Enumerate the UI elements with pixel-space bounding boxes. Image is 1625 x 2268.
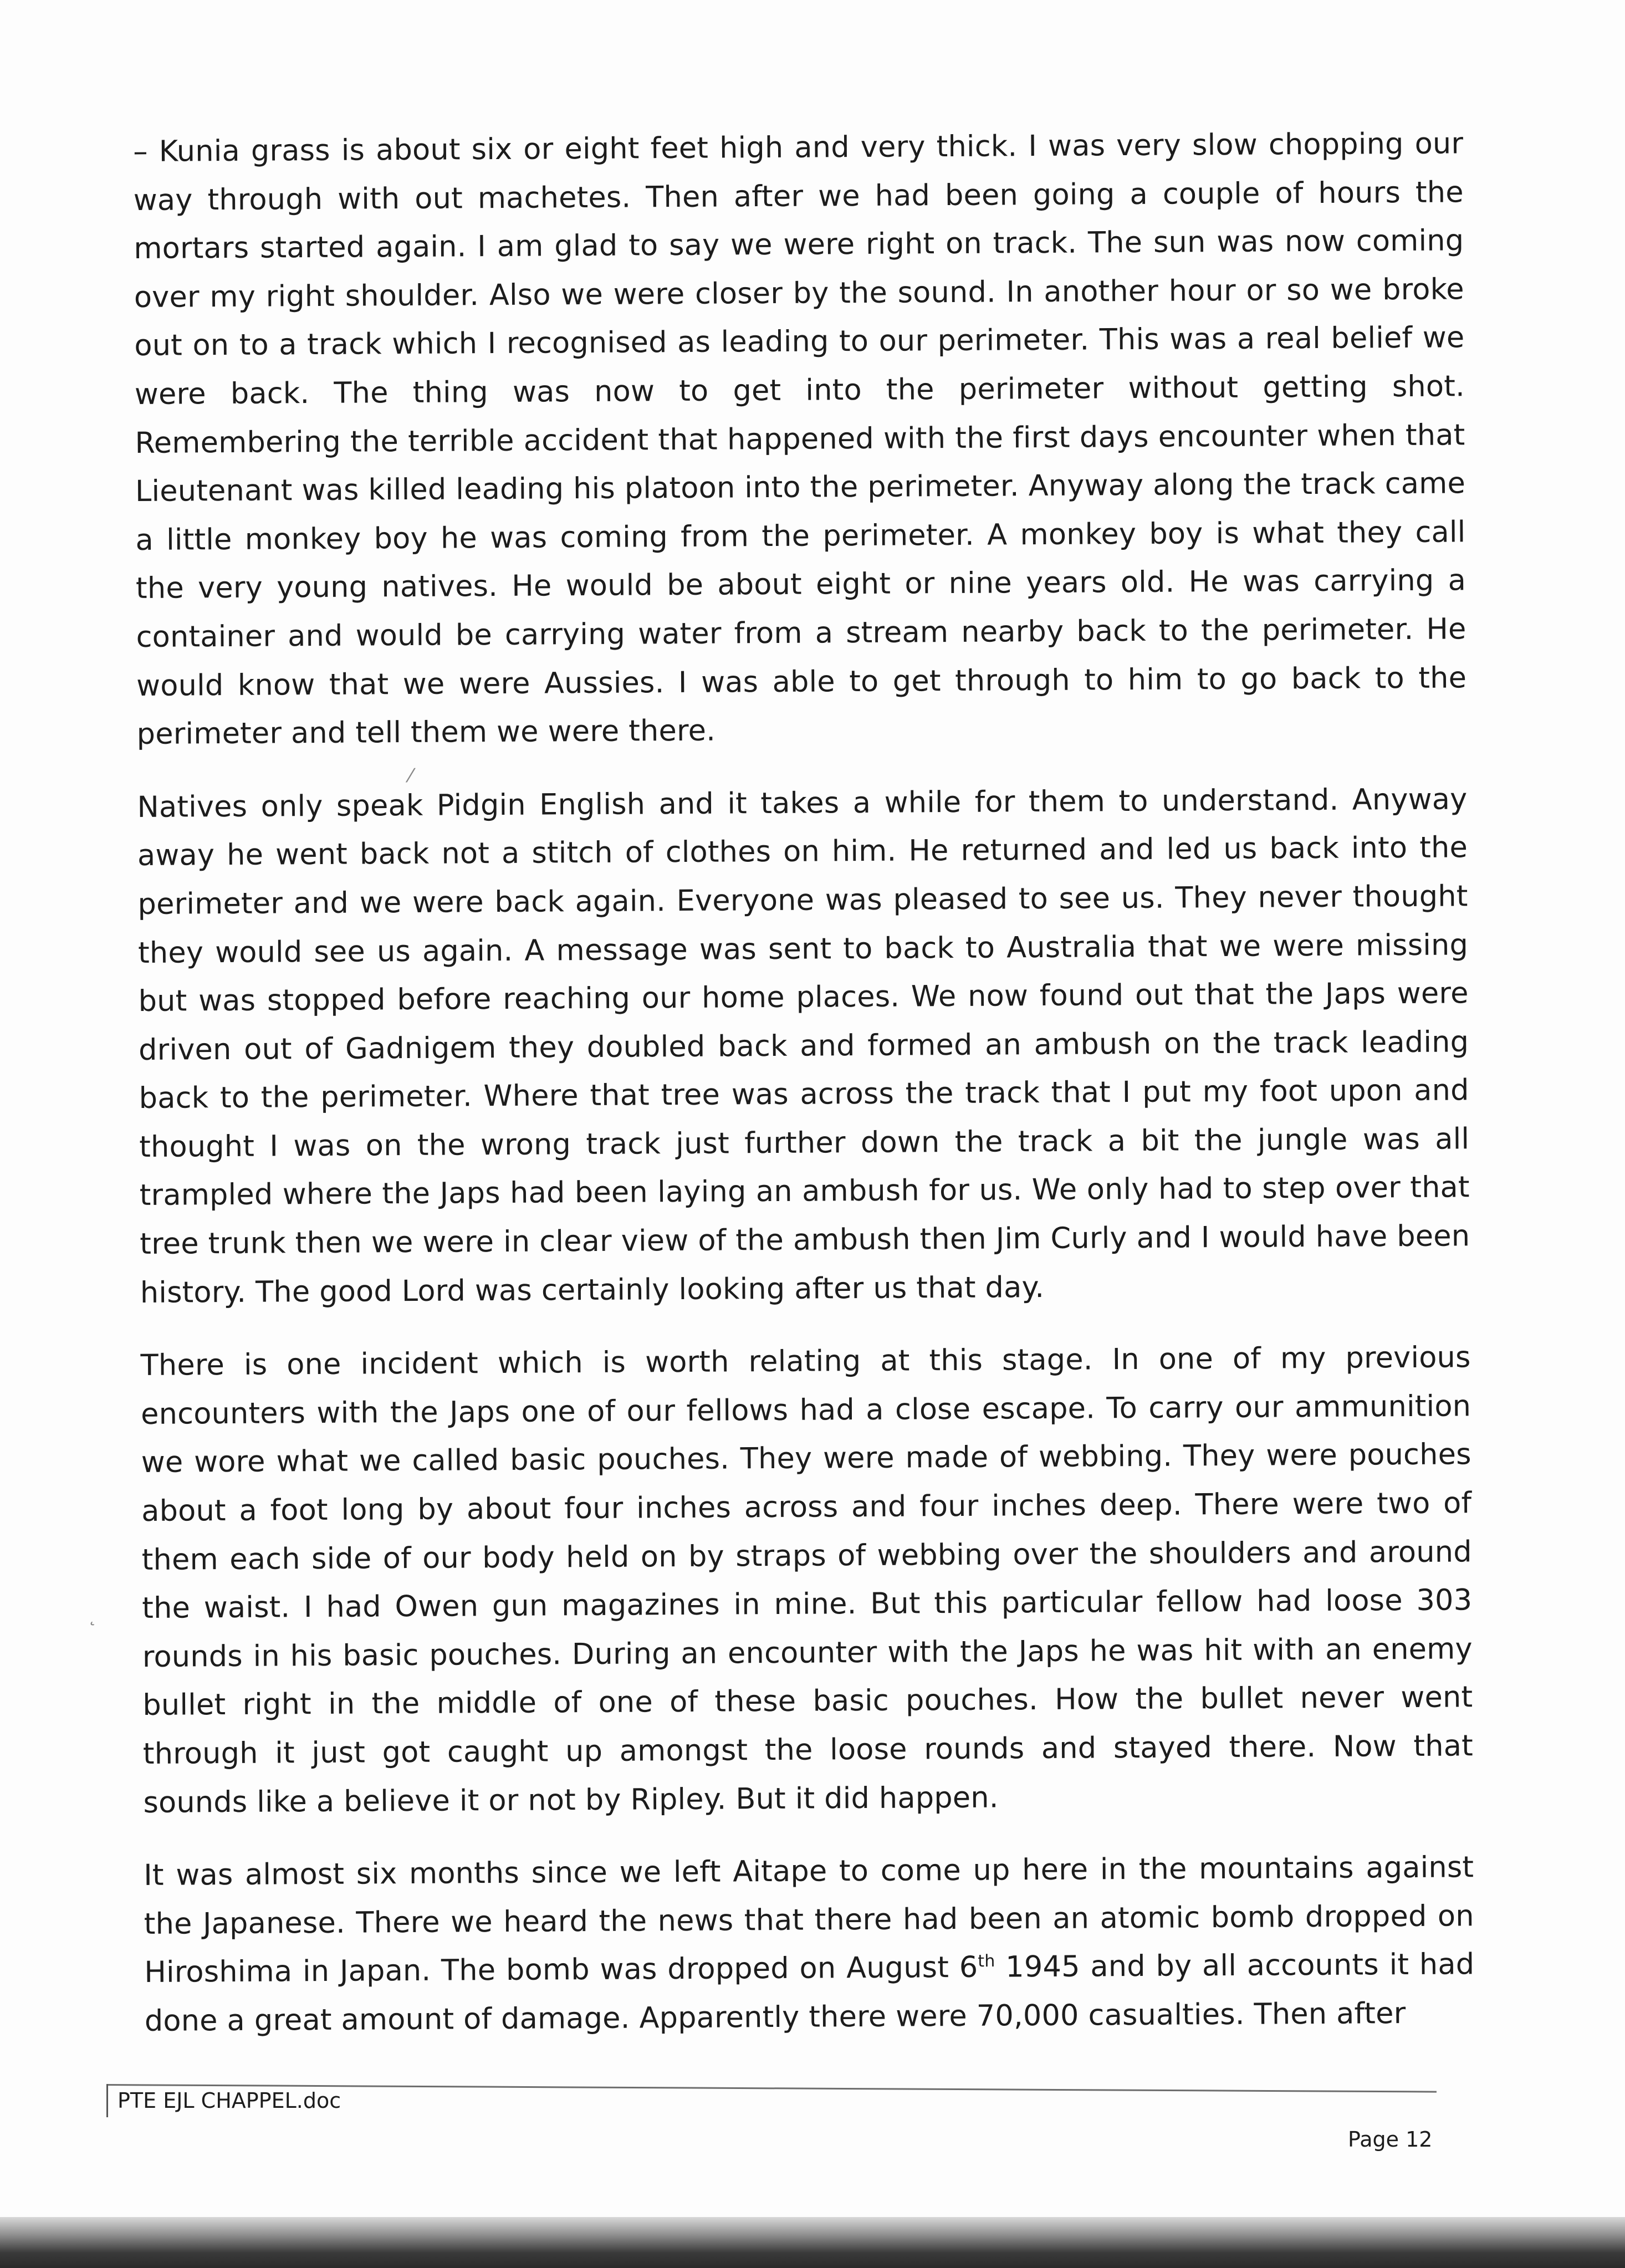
footer-divider xyxy=(106,2084,108,2117)
footer-page-number: Page 12 xyxy=(1348,2127,1433,2152)
paragraph-3: There is one incident which is worth relating at this stage. In one of my previous encounters with the Japs one of our fellows had a close escape. To carry our ammunition we wore what we called basic pouches. They were made of webbing. They were pouches about a foot long by about four inches across and four inches deep. There were two of them each side of our body held on by straps of webbing over the shoulders and around the waist. I had Owen gun magazines in mine. But this particular fellow had loose 303 rounds in his basic pouches. During an encounter with the Japs he was hit with an enemy bullet right in the middle of one of these basic pouches. How the bullet never went through it just got caught up amongst the loose rounds and stayed there. Now that sounds like a believe it or not by Ripley. But it did happen. xyxy=(140,1340,1474,1820)
paragraph-4-start: It was almost six months since we left Aitape to come up here in the mountains against the Japanese. There we heard the news that there had been an atomic bomb dropped on Hiroshima in Japan. The bomb was dropped on August 6 xyxy=(144,1850,1474,1990)
paragraph-2: Natives only speak Pidgin English and it takes a while for them to understand. Anyway away he went back not a stitch of clothes on him. He returned and led us back into the perimeter and we were back again. Everyone was pleased to see us. They never thought they would see us again. A message was sent to back to Australia that we were missing but was stopped before reaching our home places. We now found out that the Japs were driven out of Gadnigem they doubled back and formed an ambush on the track leading back to the perimeter. Where that tree was across the track that I put my foot upon and thought I was on the wrong track just further down the track a bit the jungle was all trampled where the Japs had been laying an ambush for us. We only had to step over that tree trunk then we were in clear view of the ambush then Jim Curly and I would have been history. The good Lord was certainly looking after us that day. xyxy=(137,782,1470,1310)
scan-speck: ⁄ xyxy=(409,765,412,787)
paragraph-4-end: 1945 and by all accounts it had done a great amount of damage. Apparently there were 70,000 casualties. Then after xyxy=(144,1947,1475,2038)
body-text xyxy=(133,119,1475,2070)
footer-document-name: PTE EJL CHAPPEL.doc xyxy=(117,2088,341,2113)
ordinal-suffix: th xyxy=(978,1952,995,1971)
scanner-edge xyxy=(0,2217,1625,2268)
paragraph-4 xyxy=(144,1843,1475,2045)
scan-speck: ˛ xyxy=(88,1605,97,1627)
paragraph-1: – Kunia grass is about six or eight feet high and very thick. I was very slow chopping our way through with out machetes. Then after we had been going a couple of hours the mortars started again. I am glad to say we were right on track. The sun was now coming over my right shoulder. Also we were closer by the sound. In another hour or so we broke out on to a track which I recognised as leading to our perimeter. This was a real belief we were back. The thing was now to get into the perimeter without getting shot. Remembering the terrible accident that happened with the first days encounter when that Lieutenant was killed leading his platoon into the perimeter. Anyway along the track came a little monkey boy he was coming from the perimeter. A monkey boy is what they call the very young natives. He would be about eight or nine years old. He was carrying a container and would be carrying water from a stream nearby back to the perimeter. He would know that we were Aussies. I was able to get through to him to go back to the perimeter and tell them we were there. xyxy=(133,126,1467,752)
